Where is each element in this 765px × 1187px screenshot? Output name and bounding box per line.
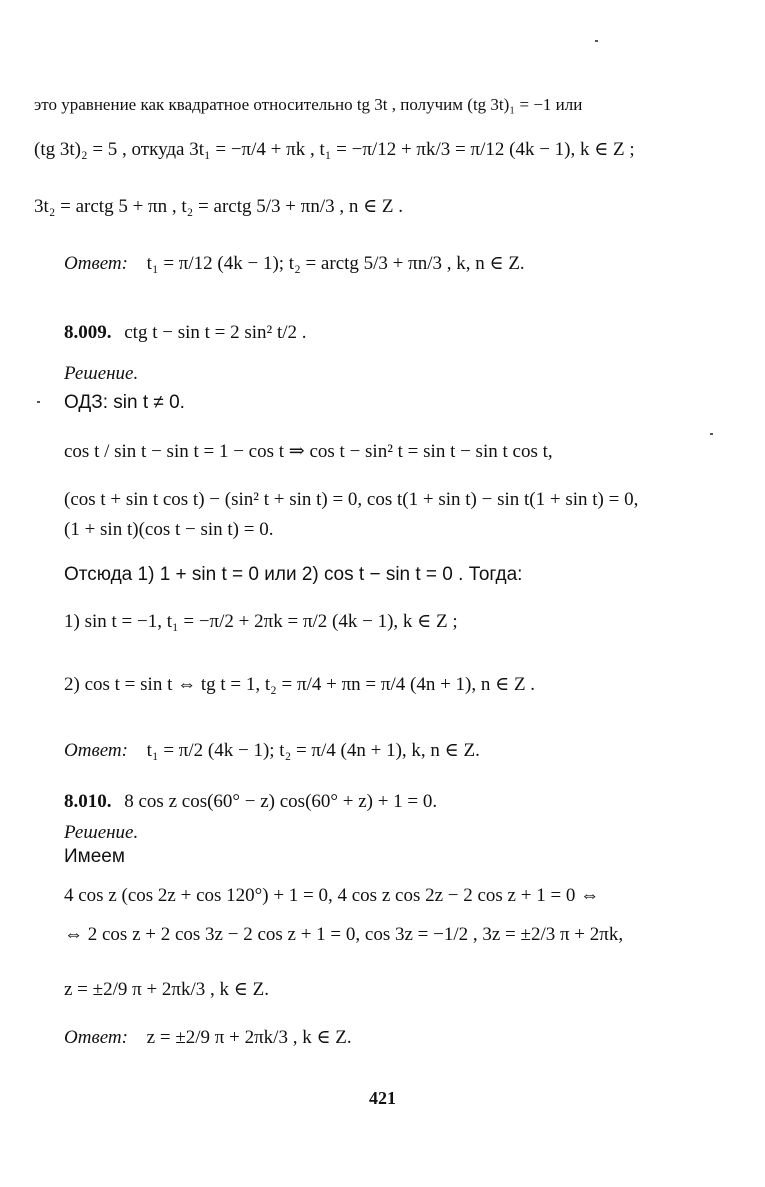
answer-text: t₁ = π/12 (4k − 1); t₂ = arctg 5/3 + πn/3 , k, n ∈ Z.: [146, 253, 525, 274]
answer-label: Ответ:: [64, 1027, 128, 1048]
case-1-line: 1) sin t = −1, t₁ = −π/2 + 2πk = π/2 (4k − 1), k ∈ Z ;: [64, 611, 458, 632]
scan-speck: [710, 433, 713, 435]
scan-speck: [37, 401, 40, 403]
answer-text: z = ±2/9 π + 2πk/3 , k ∈ Z.: [146, 1027, 352, 1048]
hence-line: Отсюда 1) 1 + sin t = 0 или 2) cos t − sin t = 0 . Тогда:: [64, 564, 523, 585]
problem-statement: 8 cos z cos(60° − z) cos(60° + z) + 1 = 0.: [124, 791, 438, 812]
intro-line-1: это уравнение как квадратное относительно tg 3t , получим (tg 3t)₁ = −1 или: [34, 95, 583, 114]
answer-label: Ответ:: [64, 740, 128, 761]
solution-step-3: (1 + sin t)(cos t − sin t) = 0.: [64, 519, 274, 540]
solution-label: Решение.: [64, 363, 139, 384]
problem-statement: ctg t − sin t = 2 sin² t/2 .: [124, 322, 307, 343]
solution-step-1: 4 cos z (cos 2z + cos 120°) + 1 = 0, 4 cos z cos 2z − 2 cos z + 1 = 0 ⇔: [64, 885, 600, 906]
odz-line: ОДЗ: sin t ≠ 0.: [64, 392, 185, 413]
have-line: Имеем: [64, 846, 125, 867]
intro-line-2: (tg 3t)₂ = 5 , откуда 3t₁ = −π/4 + πk , t₁ = −π/12 + πk/3 = π/12 (4k − 1), k ∈ Z ;: [34, 139, 635, 160]
solution-step-1: cos t / sin t − sin t = 1 − cos t ⇒ cos t − sin² t = sin t − sin t cos t,: [64, 441, 553, 462]
solution-step-2: ⇔ 2 cos z + 2 cos 3z − 2 cos z + 1 = 0, cos 3z = −1/2 , 3z = ±2/3 π + 2πk,: [64, 924, 624, 945]
solution-step-3: z = ±2/9 π + 2πk/3 , k ∈ Z.: [64, 979, 269, 1000]
problem-number: 8.010.: [64, 791, 112, 812]
answer-block-3: [64, 1028, 352, 1047]
case-2-line: 2) cos t = sin t ⇔ tg t = 1, t₂ = π/4 + πn = π/4 (4n + 1), n ∈ Z .: [64, 674, 536, 695]
problem-8009-header: [64, 323, 307, 342]
problem-number: 8.009.: [64, 322, 112, 343]
answer-block-1: [64, 254, 525, 273]
solution-label: Решение.: [64, 822, 139, 843]
problem-8010-header: [64, 792, 437, 811]
page-number: 421: [369, 1088, 396, 1108]
answer-block-2: [64, 741, 480, 760]
answer-label: Ответ:: [64, 253, 128, 274]
intro-line-3: 3t₂ = arctg 5 + πn , t₂ = arctg 5/3 + πn/3 , n ∈ Z .: [34, 196, 404, 217]
scan-speck: [595, 40, 598, 42]
solution-step-2: (cos t + sin t cos t) − (sin² t + sin t) = 0, cos t(1 + sin t) − sin t(1 + sin t) = 0,: [64, 489, 639, 510]
answer-text: t₁ = π/2 (4k − 1); t₂ = π/4 (4n + 1), k, n ∈ Z.: [146, 740, 480, 761]
